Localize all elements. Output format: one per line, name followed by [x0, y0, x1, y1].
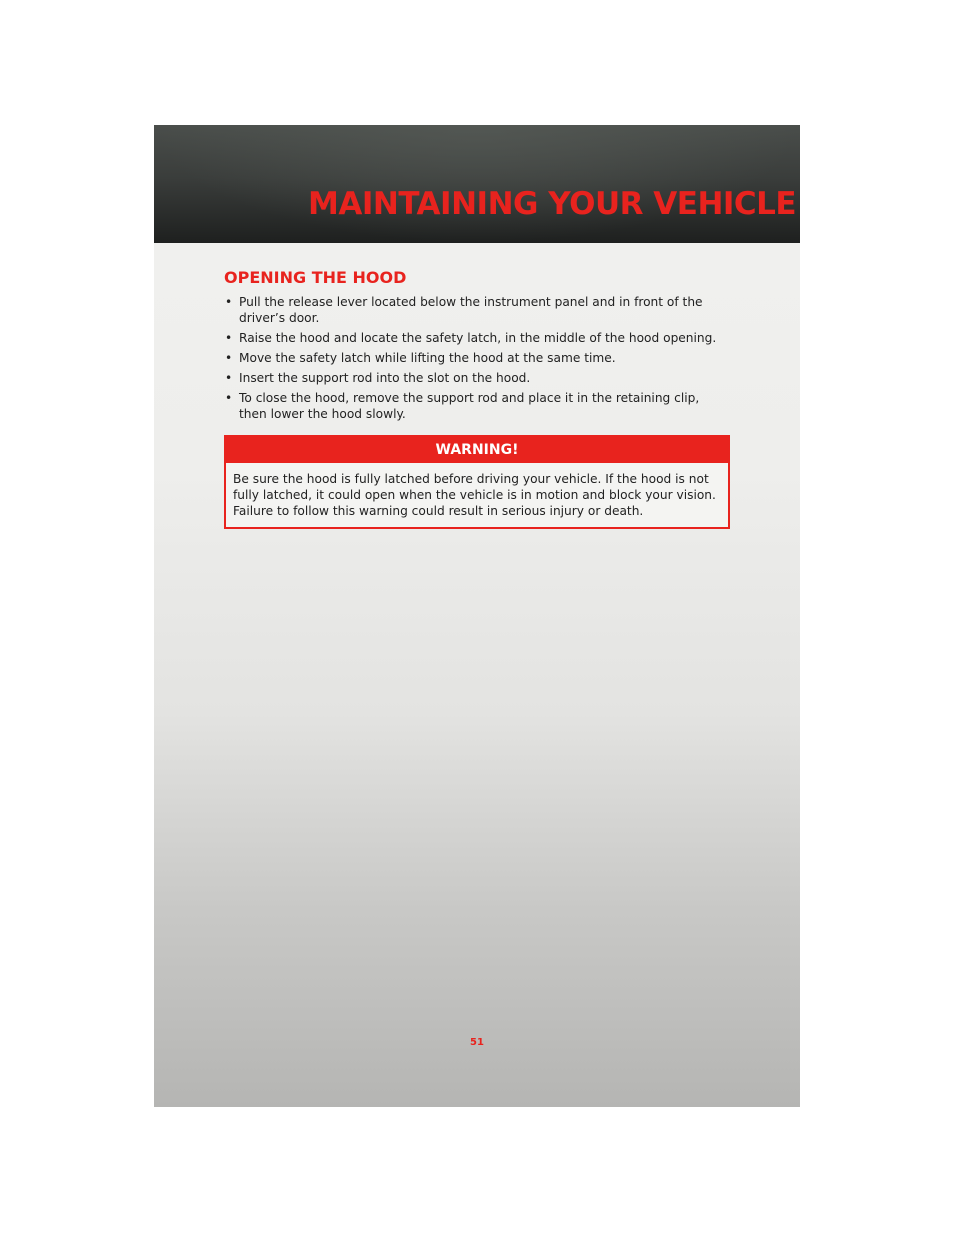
content-area — [224, 268, 730, 529]
section-title: OPENING THE HOOD — [224, 268, 407, 287]
list-item — [224, 350, 730, 366]
list-item-text: Insert the support rod into the slot on the hood. — [239, 371, 531, 385]
chapter-title: MAINTAINING YOUR VEHICLE — [308, 186, 797, 222]
header-band — [154, 125, 800, 243]
warning-body: Be sure the hood is fully latched before driving your vehicle. If the hood is not fully latched, it could open when the vehicle is in motion and block your vision. Failure to follow this warning could result in serious injury or death. — [233, 472, 716, 518]
bullet-icon: • — [225, 351, 233, 365]
list-item — [224, 294, 730, 326]
page-number: 51 — [470, 1037, 484, 1048]
instruction-list — [224, 294, 730, 422]
warning-box — [224, 435, 730, 529]
bullet-icon: • — [225, 371, 233, 385]
list-item — [224, 330, 730, 346]
manual-page — [154, 125, 800, 1107]
bullet-icon: • — [225, 391, 233, 405]
bullet-icon: • — [225, 331, 233, 345]
warning-heading: WARNING! — [226, 437, 728, 463]
list-item-text: Pull the release lever located below the instrument panel and in front of the driver’s door. — [239, 295, 703, 325]
list-item-text: To close the hood, remove the support rod and place it in the retaining clip, then lower the hood slowly. — [239, 391, 700, 421]
list-item — [224, 370, 730, 386]
bullet-icon: • — [225, 295, 233, 309]
list-item-text: Raise the hood and locate the safety latch, in the middle of the hood opening. — [239, 331, 717, 345]
list-item — [224, 390, 730, 422]
list-item-text: Move the safety latch while lifting the hood at the same time. — [239, 351, 616, 365]
